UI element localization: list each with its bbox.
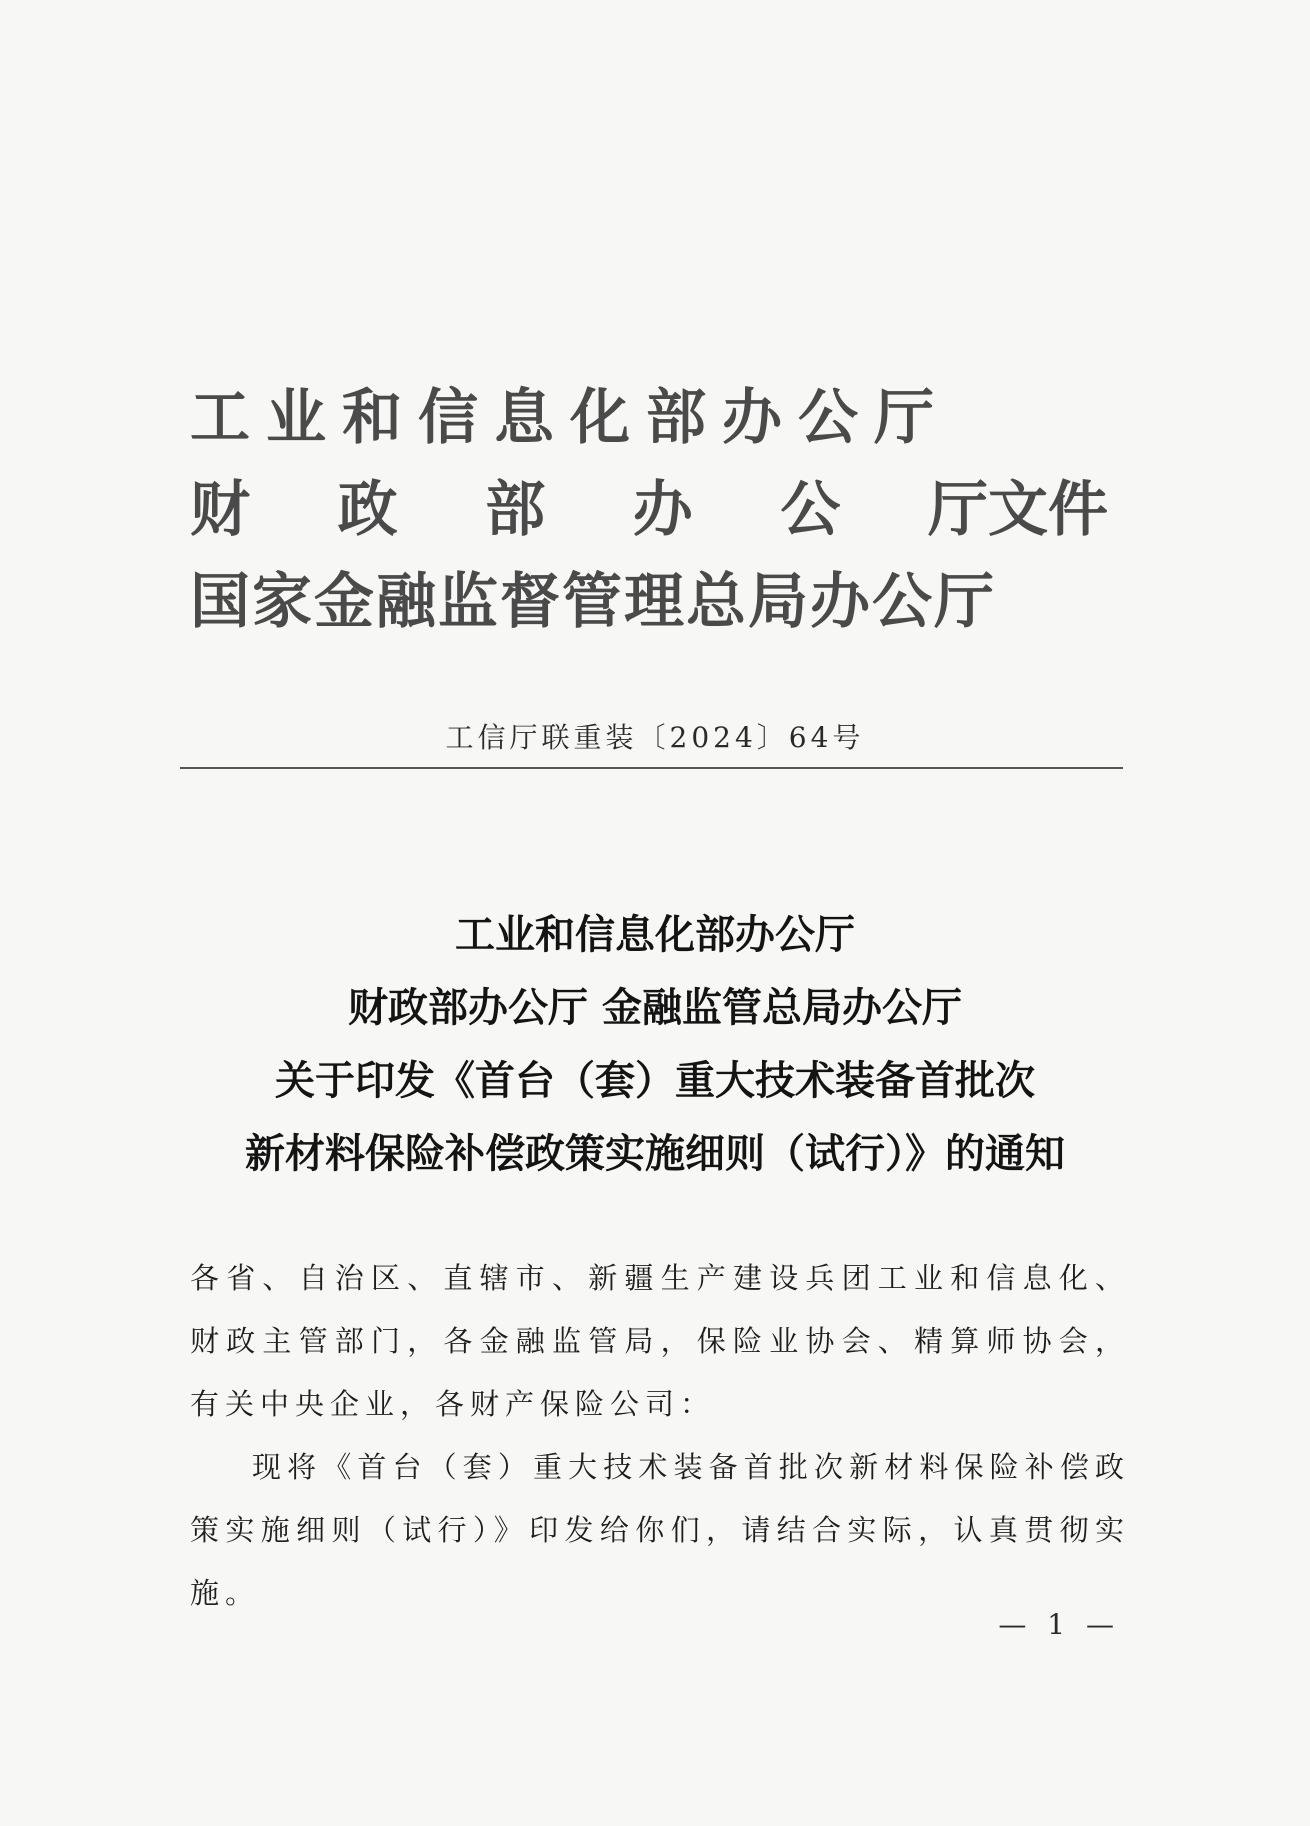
document-body xyxy=(190,1247,1130,1625)
header-divider xyxy=(180,767,1123,769)
page-number: — 1 — xyxy=(998,1608,1120,1641)
body-paragraph: 现将《首台（套）重大技术装备首批次新材料保险补偿政策实施细则（试行）》印发给你们，请结合实际，认真贯彻实施。 xyxy=(190,1450,1130,1610)
issuer-char: 政 xyxy=(337,475,398,545)
title-line: 财政部办公厅 金融监管总局办公厅 xyxy=(348,984,962,1031)
issuer-char: 办 xyxy=(632,475,693,545)
title-line: 新材料保险补偿政策实施细则（试行）》的通知 xyxy=(245,1130,1065,1177)
document-number: 工信厅联重装〔2024〕64号 xyxy=(445,721,865,754)
issuer-line-mof xyxy=(190,464,1108,556)
issuer-line-miit: 工业和信息化部办公厅 xyxy=(190,383,950,453)
issuer-line-nfra: 国家金融监督管理总局办公厅 xyxy=(190,567,996,637)
issuer-header xyxy=(190,372,1130,648)
issuer-char: 厅文件 xyxy=(927,475,1108,545)
issuer-char: 部 xyxy=(485,475,546,545)
issuer-char: 财 xyxy=(190,475,250,545)
title-line: 关于印发《首台（套）重大技术装备首批次 xyxy=(275,1057,1035,1104)
addressees-paragraph: 各省、自治区、直辖市、新疆生产建设兵团工业和信息化、财政主管部门，各金融监管局，保险业协会、精算师协会，有关中央企业，各财产保险公司： xyxy=(190,1261,1130,1421)
issuer-char: 公 xyxy=(780,475,841,545)
title-line: 工业和信息化部办公厅 xyxy=(455,911,855,958)
document-title xyxy=(0,898,1310,1190)
